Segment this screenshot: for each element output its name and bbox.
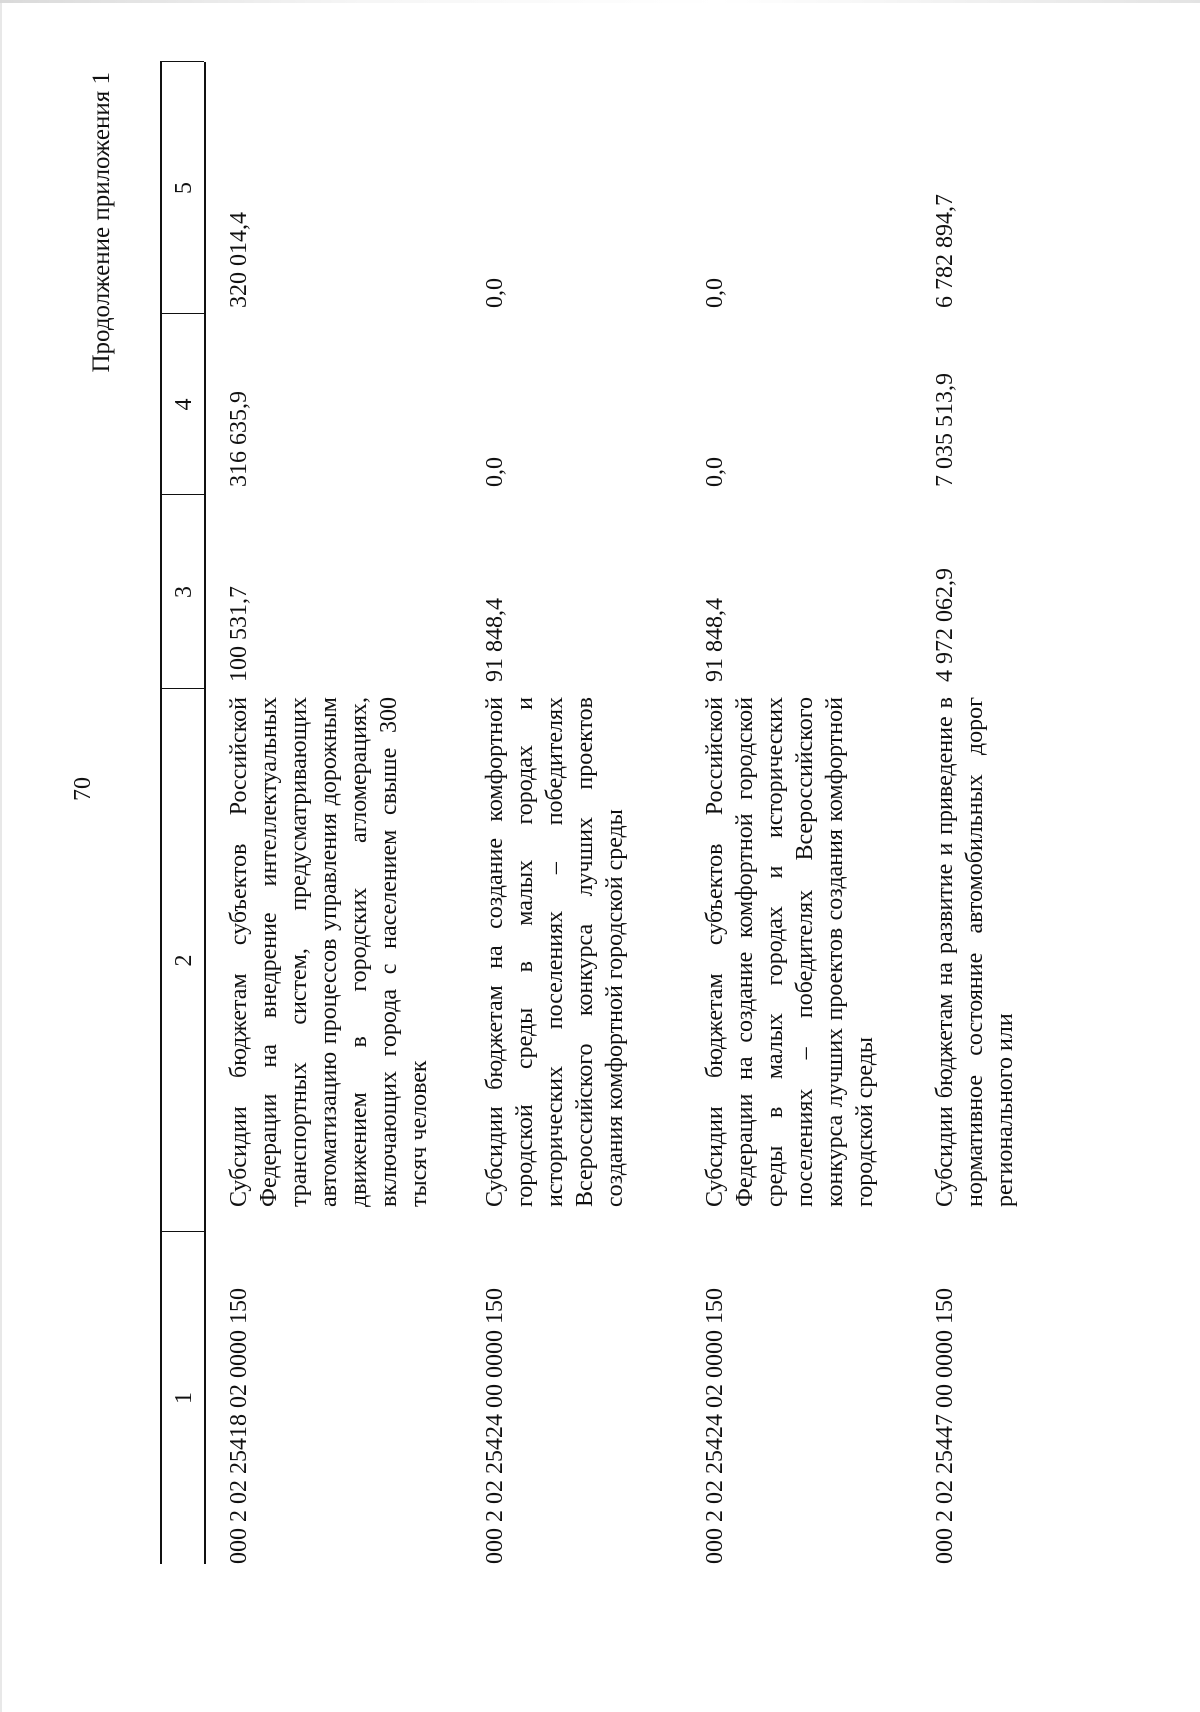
row-4-description: Субсидии бюджетам на развитие и приведение в нормативное состояние автомобильных дорог регионального или [932,697,1018,1207]
row-4-col4: 7 035 513,9 [932,373,958,487]
appendix-continuation-title: Продолжение приложения 1 [88,72,115,373]
column-header-3: 3 [171,586,197,598]
row-1-description: Субсидии бюджетам субъектов Российской Федерации на внедрение интеллектуальных транспортных систем, предусматривающих автоматизацию процессов управления дорожным движением в городских агломерациях, включающих города с населением свыше 300 тысяч человек [226,697,432,1207]
column-header-5: 5 [171,182,197,194]
column-header-2: 2 [171,954,197,967]
table-header-bottom-border [204,62,206,1564]
row-2-code: 000 2 02 25424 00 0000 150 [482,1288,508,1564]
row-2-description: Субсидии бюджетам на создание комфортной городской среды в малых городах и исторических поселениях – победителях Всероссийского конкурса лучших проектов создания комфортной городской среды [482,697,628,1207]
row-1-col5: 320 014,4 [226,212,252,308]
column-header-4: 4 [171,398,197,411]
table-top-border [160,62,162,1564]
row-3-col5: 0,0 [702,278,728,308]
row-1-col3: 100 531,7 [226,586,252,682]
row-1-code: 000 2 02 25418 02 0000 150 [226,1288,252,1564]
column-header-1: 1 [171,1392,197,1404]
row-3-description: Субсидии бюджетам субъектов Российской Федерации на создание комфортной городской среды в малых городах и исторических поселениях – победителях Всероссийского конкурса лучших проектов создания комфортной городской среды [702,697,878,1207]
row-3-code: 000 2 02 25424 02 0000 150 [702,1288,728,1564]
row-1-col4: 316 635,9 [226,391,252,487]
row-4-col5: 6 782 894,7 [932,194,958,308]
row-3-col3: 91 848,4 [702,598,728,682]
row-4-code: 000 2 02 25447 00 0000 150 [932,1288,958,1564]
page-number: 70 [70,777,96,801]
row-2-col5: 0,0 [482,278,508,308]
row-4-col3: 4 972 062,9 [932,568,958,682]
row-3-col4: 0,0 [702,457,728,487]
row-2-col4: 0,0 [482,457,508,487]
row-2-col3: 91 848,4 [482,598,508,682]
